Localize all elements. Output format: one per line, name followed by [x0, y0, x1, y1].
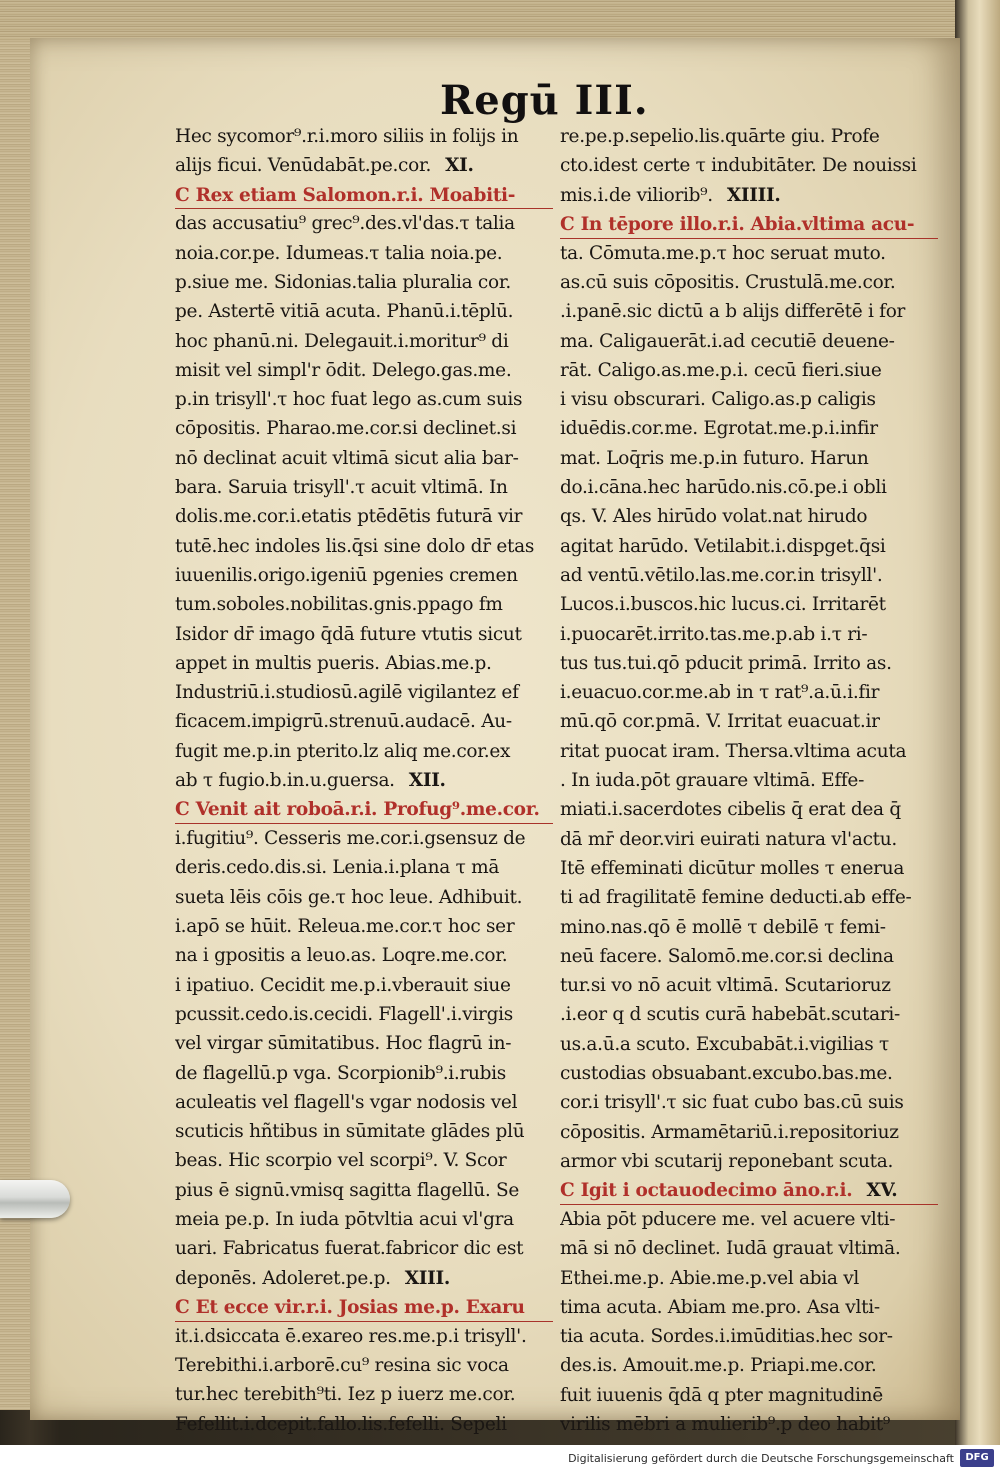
- line-text: dolis.me.cor.i.etatis ptēdētis futurā vir: [175, 506, 523, 528]
- text-line: [560, 590, 938, 619]
- text-line: [560, 122, 938, 151]
- text-line: [560, 913, 938, 942]
- text-line: [175, 1322, 553, 1351]
- text-line: [560, 473, 938, 502]
- line-text: tur.si vo nō acuit vltimā. Scutarioruz: [560, 975, 891, 997]
- line-text: Terebithi.i.arborē.cu⁹ resina sic voca: [175, 1354, 509, 1376]
- text-line: [175, 532, 553, 561]
- line-text: i visu obscurari. Caligo.as.p caligis: [560, 389, 876, 411]
- line-text: neū facere. Salomō.me.cor.si declina: [560, 945, 894, 967]
- line-text: pius ē signū.vmisq sagitta flagellū. Se: [175, 1179, 520, 1201]
- line-text: Hec sycomor⁹.r.i.moro siliis in folijs in: [175, 126, 519, 147]
- text-line: [560, 1264, 938, 1293]
- text-line: [560, 502, 938, 531]
- line-text: .i.eor q d scutis curā habebāt.scutari-: [560, 1004, 900, 1026]
- text-line: [560, 1118, 938, 1147]
- text-line: [560, 356, 938, 385]
- line-text: meia pe.p. In iuda pōtvltia acui vl'gra: [175, 1208, 514, 1230]
- text-line: [175, 853, 553, 882]
- text-line: [560, 795, 938, 824]
- text-line: [175, 414, 553, 443]
- line-text: des.is. Amouit.me.p. Priapi.me.cor.: [560, 1355, 877, 1377]
- line-text: cōpositis. Pharao.me.cor.si declinet.si: [175, 418, 517, 440]
- line-text: i.apō se hūit. Releua.me.cor.τ hoc ser: [175, 916, 515, 938]
- line-text: Itē effeminati dicūtur molles τ enerua: [560, 857, 905, 879]
- text-line: [560, 1293, 938, 1322]
- line-text: tus tus.tui.qō pducit primā. Irrito as.: [560, 652, 892, 674]
- line-text: C In tēpore illo.r.i. Abia.vltima acu-: [560, 213, 915, 235]
- text-line: [175, 1410, 553, 1439]
- line-text: misit vel simpl'r ōdit. Delego.gas.me.: [175, 359, 512, 381]
- line-text: alijs ficui. Venūdabāt.pe.cor.: [175, 155, 432, 177]
- text-line: [175, 795, 553, 824]
- text-line: [175, 239, 553, 268]
- line-text: Fefellit.i.dcepit.fallo.lis.fefelli. Sepeli: [175, 1413, 507, 1435]
- text-line: [175, 1205, 553, 1234]
- line-text: fugit me.p.in pterito.lz aliq me.cor.ex: [175, 740, 511, 762]
- text-line: [175, 1234, 553, 1263]
- text-line: [560, 1205, 938, 1234]
- line-text: aculeatis vel flagell's vgar nodosis vel: [175, 1091, 518, 1113]
- line-text: ab τ fugio.b.in.u.guersa.: [175, 770, 395, 792]
- book-gutter: [955, 0, 1000, 1445]
- line-text: as.cū suis cōpositis. Crustulā.me.cor.: [560, 271, 896, 293]
- line-text: cōpositis. Armamētariū.i.repositoriuz: [560, 1121, 899, 1143]
- text-line: [175, 1293, 553, 1322]
- text-line: [175, 1264, 553, 1293]
- chapter-number: XIII.: [404, 1267, 450, 1289]
- line-text: mat. Loq̄ris me.p.in futuro. Harun: [560, 447, 869, 469]
- text-line: [560, 532, 938, 561]
- line-text: sueta lēis cōis ge.τ hoc leue. Adhibuit.: [175, 886, 523, 908]
- line-text: miati.i.sacerdotes cibelis q̄ erat dea q̄: [560, 799, 901, 821]
- text-line: [560, 297, 938, 326]
- line-text: beas. Hic scorpio vel scorpi⁹. V. Scor: [175, 1150, 507, 1172]
- footer-bar: [0, 1445, 1000, 1472]
- text-line: [175, 327, 553, 356]
- line-text: deris.cedo.dis.si. Lenia.i.plana τ mā: [175, 857, 500, 879]
- text-line: [560, 1410, 938, 1439]
- text-line: [175, 707, 553, 736]
- line-text: tur.hec terebith⁹ti. Iez p iuerz me.cor.: [175, 1384, 516, 1406]
- line-text: i ipatiuo. Cecidit me.p.i.vberauit siue: [175, 974, 511, 996]
- text-line: [175, 824, 553, 853]
- text-line: [560, 327, 938, 356]
- text-line: [175, 356, 553, 385]
- text-line: [175, 151, 553, 180]
- text-line: [175, 561, 553, 590]
- text-line: [560, 678, 938, 707]
- line-text: rāt. Caligo.as.me.p.i. cecū fieri.siue: [560, 359, 882, 381]
- line-text: das accusatiu⁹ grec⁹.des.vl'das.τ talia: [175, 213, 515, 235]
- line-text: nō declinat acuit vltimā sicut alia bar-: [175, 447, 519, 469]
- text-line: [175, 1146, 553, 1175]
- text-line: [560, 210, 938, 239]
- text-line: [560, 1059, 938, 1088]
- running-head: Regū III.: [440, 77, 649, 124]
- text-line: [175, 473, 553, 502]
- line-text: hoc phanū.ni. Delegauit.i.moritur⁹ di: [175, 330, 509, 352]
- text-line: [175, 590, 553, 619]
- text-line: [175, 122, 553, 151]
- text-line: [175, 1176, 553, 1205]
- text-line: [175, 385, 553, 414]
- line-text: pe. Astertē vitiā acuta. Phanū.i.tēplū.: [175, 301, 514, 323]
- line-text: C Venit ait roboā.r.i. Profug⁹.me.cor.: [175, 799, 540, 821]
- line-text: . In iuda.pōt grauare vltimā. Effe-: [560, 770, 865, 792]
- line-text: armor vbi scutarij reponebant scuta.: [560, 1150, 894, 1172]
- text-line: [560, 385, 938, 414]
- text-line: [560, 766, 938, 795]
- text-line: [560, 942, 938, 971]
- line-text: Abia pōt pducere me. vel acuere vlti-: [560, 1208, 896, 1230]
- text-line: [560, 854, 938, 883]
- line-text: ficacem.impigrū.strenuū.audacē. Au-: [175, 711, 512, 733]
- text-line: [560, 1351, 938, 1380]
- line-text: .i.panē.sic dictū a b alijs differētē i for: [560, 301, 906, 323]
- text-line: [560, 239, 938, 268]
- text-line: [175, 444, 553, 473]
- line-text: C Et ecce vir.r.i. Josias me.p. Exaru: [175, 1296, 525, 1318]
- text-line: [560, 1030, 938, 1059]
- line-text: C Igit i octauodecimo āno.r.i.: [560, 1180, 853, 1202]
- line-text: us.a.ū.a scuto. Excubabāt.i.vigilias τ: [560, 1033, 889, 1055]
- text-line: [560, 649, 938, 678]
- text-line: [175, 1117, 553, 1146]
- line-text: ta. Cōmuta.me.p.τ hoc seruat muto.: [560, 242, 886, 264]
- text-line: [560, 561, 938, 590]
- line-text: scuticis hñtibus in sūmitate glādes plū: [175, 1121, 525, 1143]
- line-text: ti ad fragilitatē femine deducti.ab effe-: [560, 887, 912, 909]
- text-line: [175, 620, 553, 649]
- line-text: iduēdis.cor.me. Egrotat.me.p.i.infir: [560, 418, 878, 440]
- text-line: [560, 268, 938, 297]
- chapter-number: XI.: [445, 155, 474, 177]
- line-text: re.pe.p.sepelio.lis.quārte giu. Profe: [560, 126, 880, 147]
- line-text: it.i.dsiccata ē.exareo res.me.p.i trisyll'.: [175, 1325, 527, 1347]
- text-line: [175, 1088, 553, 1117]
- text-line: [175, 502, 553, 531]
- text-line: [175, 1029, 553, 1058]
- line-text: Ethei.me.p. Abie.me.p.vel abia vl: [560, 1267, 859, 1289]
- text-line: [175, 737, 553, 766]
- text-line: [175, 297, 553, 326]
- text-line: [175, 1351, 553, 1380]
- text-line: [560, 444, 938, 473]
- line-text: qs. V. Ales hirūdo volat.nat hirudo: [560, 506, 868, 528]
- line-text: i.fugitiu⁹. Cesseris me.cor.i.gsensuz de: [175, 828, 526, 850]
- right-text-column: [560, 122, 938, 1439]
- line-text: iuuenilis.origo.igeniū pgenies cremen: [175, 564, 518, 586]
- text-line: [175, 678, 553, 707]
- text-line: [175, 268, 553, 297]
- line-text: de flagellū.p vga. Scorpionib⁹.i.rubis: [175, 1062, 506, 1084]
- chapter-number: XV.: [866, 1180, 898, 1202]
- text-line: [560, 151, 938, 180]
- line-text: do.i.cāna.hec harūdo.nis.cō.pe.i obli: [560, 477, 887, 499]
- text-line: [560, 971, 938, 1000]
- line-text: tum.soboles.nobilitas.gnis.ppago fm: [175, 594, 503, 616]
- line-text: C Rex etiam Salomon.r.i. Moabiti-: [175, 184, 516, 206]
- text-line: [560, 707, 938, 736]
- line-text: mā si nō declinet. Iudā grauat vltimā.: [560, 1238, 901, 1260]
- funding-credit: Digitalisierung gefördert durch die Deutsche Forschungsgemeinschaft: [568, 1452, 954, 1465]
- line-text: i.euacuo.cor.me.ab in τ rat⁹.a.ū.i.fir: [560, 682, 880, 704]
- text-line: [560, 181, 938, 210]
- text-line: [560, 1322, 938, 1351]
- text-line: [175, 1380, 553, 1409]
- line-text: i.puocarēt.irrito.tas.me.p.ab i.τ ri-: [560, 623, 868, 645]
- text-line: [560, 620, 938, 649]
- line-text: Industriū.i.studiosū.agilē vigilantez ef: [175, 682, 519, 704]
- text-line: [560, 825, 938, 854]
- line-text: agitat harūdo. Vetilabit.i.dispget.q̄si: [560, 535, 886, 557]
- text-line: [560, 1234, 938, 1263]
- text-line: [560, 1176, 938, 1205]
- line-text: tima acuta. Abiam me.pro. Asa vlti-: [560, 1296, 880, 1318]
- line-text: na i gpositis a leuo.as. Loqre.me.cor.: [175, 945, 508, 967]
- text-line: [175, 766, 553, 795]
- line-text: fuit iuuenis q̄dā q pter magnitudinē: [560, 1384, 883, 1406]
- text-line: [175, 181, 553, 210]
- line-text: pcussit.cedo.is.cecidi. Flagell'.i.virgis: [175, 1003, 513, 1025]
- line-text: Isidor dr̄ imago q̄dā future vtutis sicut: [175, 623, 522, 645]
- chapter-number: XIIII.: [726, 184, 781, 206]
- line-text: mis.i.de viliorib⁹.: [560, 184, 713, 206]
- text-line: [560, 414, 938, 443]
- page-clip: [0, 1180, 70, 1218]
- line-text: mū.qō cor.pmā. V. Irritat euacuat.ir: [560, 711, 880, 733]
- dfg-logo: DFG: [960, 1449, 994, 1467]
- line-text: uari. Fabricatus fuerat.fabricor dic est: [175, 1238, 524, 1260]
- text-line: [175, 941, 553, 970]
- left-text-column: [175, 122, 553, 1439]
- text-line: [560, 1381, 938, 1410]
- text-line: [560, 883, 938, 912]
- line-text: p.in trisyll'.τ hoc fuat lego as.cum suis: [175, 389, 523, 411]
- line-text: cto.idest certe τ indubitāter. De nouissi: [560, 155, 917, 177]
- line-text: deponēs. Adoleret.pe.p.: [175, 1267, 391, 1289]
- line-text: Lucos.i.buscos.hic lucus.ci. Irritarēt: [560, 594, 886, 616]
- chapter-number: XII.: [408, 770, 446, 792]
- text-line: [560, 737, 938, 766]
- line-text: vel virgar sūmitatibus. Hoc flagrū in-: [175, 1033, 512, 1055]
- text-line: [560, 1000, 938, 1029]
- text-line: [175, 883, 553, 912]
- line-text: virilis mēbri a mulierib⁹.p deo habit⁹: [560, 1414, 891, 1436]
- line-text: ritat puocat iram. Thersa.vltima acuta: [560, 740, 907, 762]
- line-text: custodias obsuabant.excubo.bas.me.: [560, 1063, 893, 1084]
- line-text: bara. Saruia trisyll'.τ acuit vltimā. In: [175, 477, 508, 499]
- text-line: [175, 209, 553, 238]
- line-text: tutē.hec indoles lis.q̄si sine dolo dr̄ etas: [175, 535, 535, 557]
- line-text: noia.cor.pe. Idumeas.τ talia noia.pe.: [175, 242, 503, 264]
- line-text: cor.i trisyll'.τ sic fuat cubo bas.cū suis: [560, 1092, 904, 1114]
- line-text: appet in multis pueris. Abias.me.p.: [175, 652, 492, 674]
- line-text: ma. Caligauerāt.i.ad cecutiē deuene-: [560, 330, 895, 352]
- text-line: [560, 1147, 938, 1176]
- line-text: tia acuta. Sordes.i.imūditias.hec sor-: [560, 1326, 893, 1348]
- text-line: [175, 1000, 553, 1029]
- line-text: mino.nas.qō ē mollē τ debilē τ femi-: [560, 916, 886, 938]
- line-text: ad ventū.vētilo.las.me.cor.in trisyll'.: [560, 564, 883, 586]
- text-line: [175, 649, 553, 678]
- line-text: p.siue me. Sidonias.talia pluralia cor.: [175, 271, 511, 293]
- text-line: [175, 1059, 553, 1088]
- text-line: [560, 1088, 938, 1117]
- text-line: [175, 912, 553, 941]
- line-text: dā mr̄ deor.viri euirati natura vl'actu.: [560, 828, 897, 850]
- text-line: [175, 971, 553, 1000]
